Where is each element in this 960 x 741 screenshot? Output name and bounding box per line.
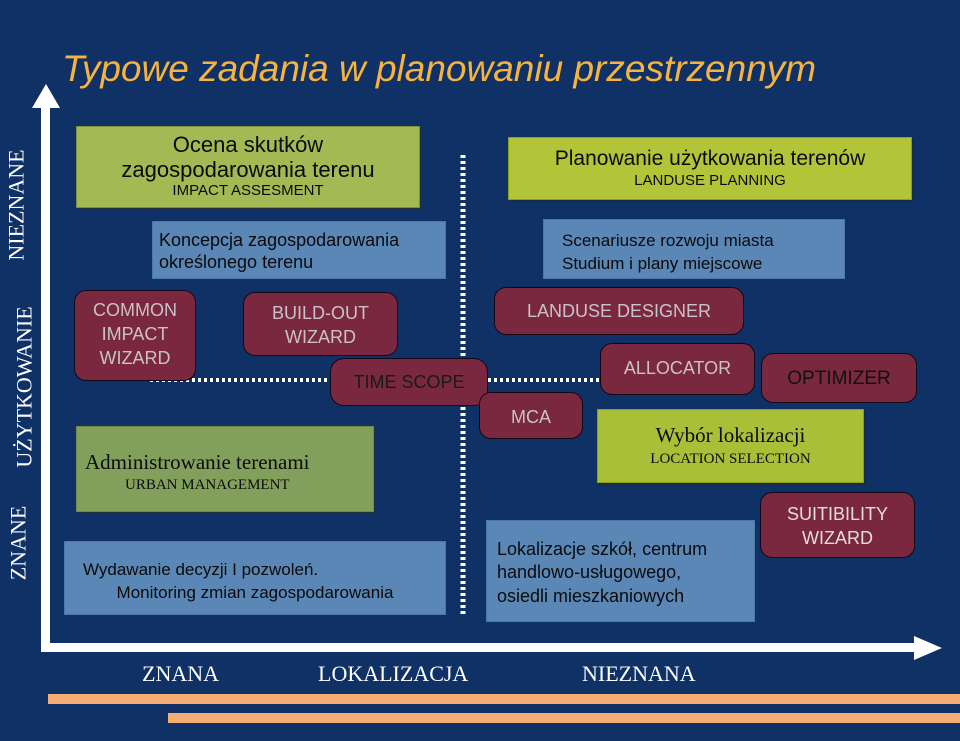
build-out-wizard-pill bbox=[243, 292, 398, 356]
impact-sub: IMPACT ASSESMENT bbox=[172, 182, 324, 200]
allocator-pill bbox=[600, 343, 755, 395]
lokalizacje-line2: handlowo-usługowego, bbox=[497, 562, 682, 583]
x-axis-arrowhead bbox=[914, 636, 942, 660]
x-axis-label-unknown: NIEZNANA bbox=[582, 661, 696, 686]
koncepcja-line1: Koncepcja zagospodarowania bbox=[159, 230, 400, 250]
suitability-line1: SUITIBILITY bbox=[786, 504, 889, 524]
landuse-designer-pill bbox=[494, 287, 744, 335]
wybor-title: Wybór lokalizacji bbox=[655, 423, 806, 447]
impact-line2: zagospodarowania terenu bbox=[121, 156, 375, 182]
suitability-wizard-pill bbox=[760, 492, 915, 558]
landuse-planning-sub: LANDUSE PLANNING bbox=[634, 171, 786, 189]
wydawanie-line1: Wydawanie decyzji I pozwoleń. bbox=[83, 560, 319, 579]
mca-pill bbox=[479, 392, 583, 439]
impact-line1: Ocena skutków bbox=[172, 132, 324, 157]
x-axis-label-known: ZNANA bbox=[142, 661, 219, 686]
page-title: Typowe zadania w planowaniu przestrzennym bbox=[62, 48, 817, 89]
urban-management-box bbox=[76, 426, 374, 512]
common-line1: COMMON bbox=[93, 300, 177, 320]
wydawanie-line2: Monitoring zmian zagospodarowania bbox=[116, 582, 394, 602]
impact-assessment-box bbox=[76, 126, 420, 208]
mca-label: MCA bbox=[511, 407, 551, 427]
lokalizacje-line1: Lokalizacje szkół, centrum bbox=[497, 539, 708, 559]
landuse-planning-title: Planowanie użytkowania terenów bbox=[554, 147, 866, 170]
scenariusze-line2: Studium i plany miejscowe bbox=[562, 254, 763, 274]
lokalizacje-box bbox=[486, 520, 755, 622]
bottom-stripe-1 bbox=[48, 694, 960, 704]
x-axis-line bbox=[41, 643, 921, 652]
time-scope-pill bbox=[330, 358, 488, 406]
time-scope-label: TIME SCOPE bbox=[353, 372, 465, 392]
scenariusze-box bbox=[543, 219, 845, 279]
common-line2: IMPACT bbox=[101, 323, 169, 344]
koncepcja-box bbox=[152, 221, 446, 279]
y-axis-label-use: UŻYTKOWANIE bbox=[11, 306, 37, 468]
buildout-line1: BUILD-OUT bbox=[271, 303, 369, 323]
landuse-planning-box bbox=[508, 137, 912, 200]
wydawanie-box bbox=[64, 541, 446, 615]
optimizer-label: OPTIMIZER bbox=[787, 368, 891, 389]
wybor-sub: LOCATION SELECTION bbox=[650, 450, 811, 467]
bottom-stripe-2 bbox=[168, 713, 960, 723]
y-axis-arrowhead bbox=[32, 84, 60, 108]
common-impact-wizard-pill bbox=[74, 290, 196, 381]
location-selection-box bbox=[597, 409, 864, 483]
lokalizacje-line3: osiedli mieszkaniowych bbox=[497, 585, 685, 606]
y-axis-label-known: ZNANE bbox=[5, 505, 31, 581]
landuse-designer-label: LANDUSE DESIGNER bbox=[526, 301, 712, 321]
y-axis-labels bbox=[0, 0, 37, 741]
admin-sub: URBAN MANAGEMENT bbox=[125, 476, 290, 493]
optimizer-pill bbox=[761, 353, 917, 403]
common-line3: WIZARD bbox=[99, 347, 171, 368]
scenariusze-line1: Scenariusze rozwoju miasta bbox=[562, 231, 774, 250]
buildout-line2: WIZARD bbox=[285, 326, 356, 347]
y-axis-line bbox=[41, 100, 50, 650]
suitability-line2: WIZARD bbox=[802, 527, 873, 548]
y-axis-label-unknown: NIEZNANE bbox=[3, 149, 29, 261]
x-axis-label-location: LOKALIZACJA bbox=[318, 661, 469, 686]
allocator-label: ALLOCATOR bbox=[623, 358, 732, 378]
admin-title: Administrowanie terenami bbox=[85, 450, 310, 474]
koncepcja-line2: określonego terenu bbox=[159, 251, 314, 272]
